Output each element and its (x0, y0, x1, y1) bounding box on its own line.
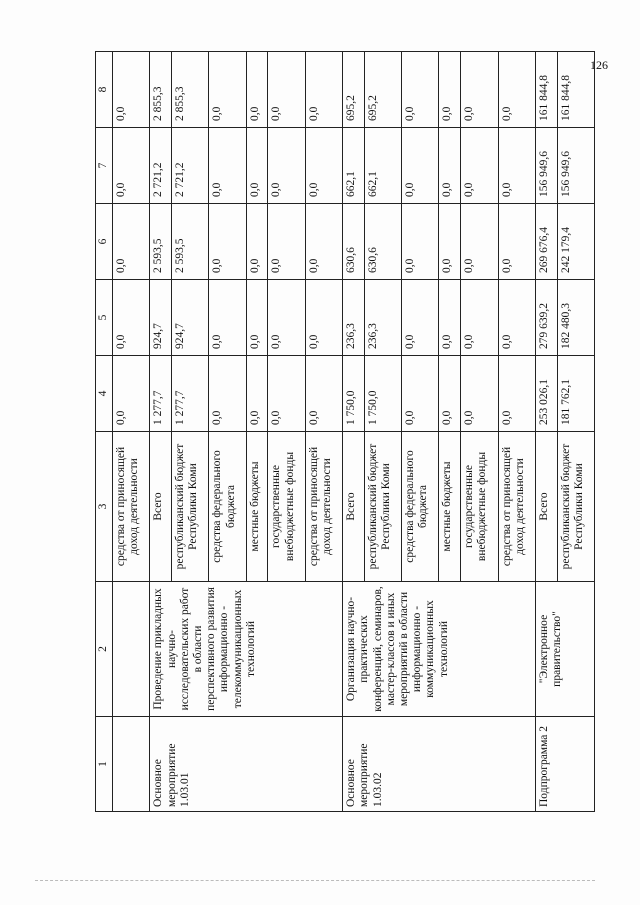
value-cell: 0,0 (402, 204, 439, 280)
value-cell: 924,7 (172, 280, 209, 356)
value-cell: 1 750,0 (343, 356, 365, 432)
value-cell: 0,0 (209, 204, 246, 280)
value-cell: 2 721,2 (172, 128, 209, 204)
value-cell: 0,0 (498, 52, 535, 128)
value-cell: 0,0 (439, 52, 461, 128)
value-cell: 1 277,7 (150, 356, 172, 432)
value-cell: 695,2 (364, 52, 401, 128)
funding-source-cell: средства федерального бюджета (402, 432, 439, 582)
table-row (343, 52, 365, 812)
value-cell: 0,0 (461, 280, 498, 356)
value-cell: 0,0 (402, 280, 439, 356)
table-row (113, 52, 150, 812)
value-cell: 0,0 (498, 128, 535, 204)
funding-source-cell: государственные внебюджетные фонды (461, 432, 498, 582)
value-cell: 0,0 (246, 204, 268, 280)
value-cell: 2 855,3 (172, 52, 209, 128)
value-cell: 0,0 (461, 204, 498, 280)
rotated-table-container (95, 52, 595, 812)
value-cell: 662,1 (343, 128, 365, 204)
value-cell: 0,0 (498, 204, 535, 280)
value-cell: 0,0 (268, 52, 305, 128)
value-cell: 161 844,8 (557, 52, 594, 128)
funding-source-cell: республиканский бюджет Республики Коми (557, 432, 594, 582)
measure-code-cell (113, 717, 150, 812)
value-cell: 0,0 (209, 52, 246, 128)
value-cell: 695,2 (343, 52, 365, 128)
header-cell: 1 (96, 717, 113, 812)
value-cell: 0,0 (305, 280, 342, 356)
value-cell: 0,0 (498, 356, 535, 432)
value-cell: 0,0 (268, 356, 305, 432)
value-cell: 0,0 (113, 280, 150, 356)
value-cell: 2 721,2 (150, 128, 172, 204)
value-cell: 0,0 (439, 204, 461, 280)
value-cell: 156 949,6 (557, 128, 594, 204)
funding-source-cell: республиканский бюджет Республики Коми (172, 432, 209, 582)
measure-code-cell: Основное мероприятие 1.03.01 (150, 717, 343, 812)
header-cell: 5 (96, 280, 113, 356)
value-cell: 662,1 (364, 128, 401, 204)
value-cell: 0,0 (461, 52, 498, 128)
funding-source-cell: местные бюджеты (439, 432, 461, 582)
value-cell: 0,0 (268, 280, 305, 356)
value-cell: 0,0 (461, 356, 498, 432)
measure-name-cell: Организация научно-практических конференций, семинаров, мастер-классов и иных мероприятий в области информационно - коммуникационных технологий (343, 582, 536, 717)
value-cell: 0,0 (246, 128, 268, 204)
value-cell: 0,0 (268, 128, 305, 204)
value-cell: 0,0 (461, 128, 498, 204)
value-cell: 0,0 (209, 128, 246, 204)
value-cell: 156 949,6 (535, 128, 557, 204)
value-cell: 0,0 (268, 204, 305, 280)
value-cell: 0,0 (246, 52, 268, 128)
funding-source-cell: средства от приносящей доход деятельности (113, 432, 150, 582)
funding-source-cell: средства от приносящей доход деятельности (305, 432, 342, 582)
subprogram-name-cell: "Электронное правительство" (535, 582, 594, 717)
table-row (535, 52, 557, 812)
header-cell: 8 (96, 52, 113, 128)
value-cell: 253 026,1 (535, 356, 557, 432)
header-cell: 4 (96, 356, 113, 432)
value-cell: 0,0 (305, 204, 342, 280)
value-cell: 0,0 (113, 52, 150, 128)
scan-edge-line (35, 880, 595, 881)
subprogram-code-cell: Подпрограмма 2 (535, 717, 594, 812)
value-cell: 924,7 (150, 280, 172, 356)
header-cell: 3 (96, 432, 113, 582)
value-cell: 630,6 (343, 204, 365, 280)
value-cell: 1 750,0 (364, 356, 401, 432)
value-cell: 279 639,2 (535, 280, 557, 356)
value-cell: 2 593,5 (172, 204, 209, 280)
funding-source-cell: Всего (535, 432, 557, 582)
value-cell: 0,0 (439, 128, 461, 204)
value-cell: 2 593,5 (150, 204, 172, 280)
funding-source-cell: Всего (343, 432, 365, 582)
value-cell: 0,0 (113, 128, 150, 204)
value-cell: 0,0 (209, 280, 246, 356)
value-cell: 181 762,1 (557, 356, 594, 432)
value-cell: 0,0 (439, 356, 461, 432)
funding-source-cell: средства от приносящей доход деятельности (498, 432, 535, 582)
value-cell: 2 855,3 (150, 52, 172, 128)
value-cell: 0,0 (209, 356, 246, 432)
funding-source-cell: местные бюджеты (246, 432, 268, 582)
funding-source-cell: Всего (150, 432, 172, 582)
value-cell: 0,0 (439, 280, 461, 356)
value-cell: 0,0 (305, 128, 342, 204)
funding-source-cell: государственные внебюджетные фонды (268, 432, 305, 582)
page-number: 126 (590, 58, 608, 72)
value-cell: 630,6 (364, 204, 401, 280)
value-cell: 0,0 (246, 356, 268, 432)
value-cell: 182 480,3 (557, 280, 594, 356)
value-cell: 0,0 (402, 52, 439, 128)
value-cell: 0,0 (402, 356, 439, 432)
header-cell: 2 (96, 582, 113, 717)
value-cell: 161 844,8 (535, 52, 557, 128)
header-cell: 6 (96, 204, 113, 280)
value-cell: 236,3 (343, 280, 365, 356)
value-cell: 236,3 (364, 280, 401, 356)
value-cell: 242 179,4 (557, 204, 594, 280)
value-cell: 0,0 (498, 280, 535, 356)
value-cell: 1 277,7 (172, 356, 209, 432)
value-cell: 269 676,4 (535, 204, 557, 280)
value-cell: 0,0 (305, 52, 342, 128)
table-row (150, 52, 172, 812)
measure-name-cell: Проведение прикладных научно-исследовательских работ в области перспективного развития информационно - телекоммуникационных технологий (150, 582, 343, 717)
header-row (96, 52, 113, 812)
header-cell: 7 (96, 128, 113, 204)
funding-source-cell: средства федерального бюджета (209, 432, 246, 582)
value-cell: 0,0 (402, 128, 439, 204)
value-cell: 0,0 (246, 280, 268, 356)
funding-source-cell: республиканский бюджет Республики Коми (364, 432, 401, 582)
measure-name-cell (113, 582, 150, 717)
value-cell: 0,0 (113, 204, 150, 280)
value-cell: 0,0 (305, 356, 342, 432)
measure-code-cell: Основное мероприятие 1.03.02 (343, 717, 536, 812)
budget-table (95, 51, 595, 812)
value-cell: 0,0 (113, 356, 150, 432)
